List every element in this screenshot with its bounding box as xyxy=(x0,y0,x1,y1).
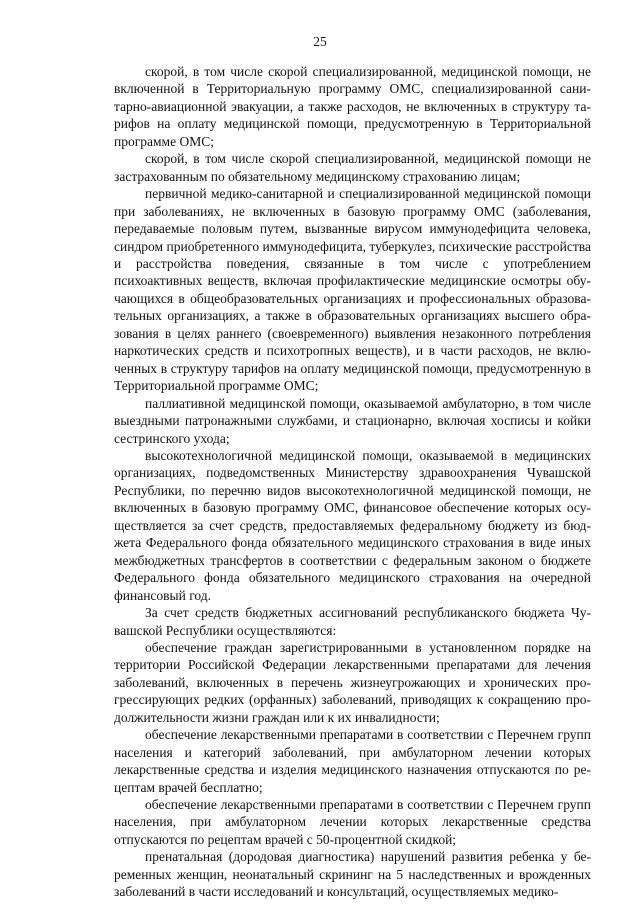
paragraph: пренатальная (дородовая диагностика) нарушений развития ребенка у беременных женщин, неонатальный скрининг на 5 наследственных и врожденных заболеваний в части исследований и консультаций, осуществляемых медико- xyxy=(114,849,591,900)
paragraph: первичной медико-санитарной и специализированной медицинской помощи при заболеваниях, не включенных в базовую программу ОМС (заболевания, передаваемые половым путем, вызванные вирусом иммунодефицита человека, синдром приобретенного иммунодефицита, туберкулез, психические расстройства и расстройства поведения, связанные в том числе с употреблением психоактивных веществ, включая профилактические медицинские осмотры обучающихся в общеобразовательных организациях и профессиональных образовательных организациях, а также в образовательных организациях высшего образования в целях раннего (своевременного) выявления незаконного потребления наркотических средств и психотропных веществ), и в части расходов, не включенных в структуру тарифов на оплату медицинской помощи, предусмотренную в Территориальной программе ОМС; xyxy=(114,186,591,394)
paragraph: скорой, в том числе скорой специализированной, медицинской помощи, не включенной в Территориальную программу ОМС, специализированной санитарно-авиационной эвакуации, а также расходов, не включенных в структуру тарифов на оплату медицинской помощи, предусмотренную в Территориальной программе ОМС; xyxy=(114,64,591,149)
body-text xyxy=(114,63,591,901)
paragraph: обеспечение лекарственными препаратами в соответствии с Перечнем групп населения, при амбулаторном лечении которых лекарственные средства отпускаются по рецептам врачей с 50-процентной скидкой; xyxy=(114,797,591,847)
paragraph: скорой, в том числе скорой специализированной, медицинской помощи не застрахованным по обязательному медицинскому страхованию лицам; xyxy=(114,151,591,184)
paragraph: За счет средств бюджетных ассигнований республиканского бюджета Чувашской Республики осуществляются: xyxy=(114,605,591,638)
page-number: 25 xyxy=(313,34,327,49)
paragraph: обеспечение граждан зарегистрированными в установленном порядке на территории Российской Федерации лекарственными препаратами для лечения заболеваний, включенных в перечень жизнеугрожающих и хронических прогрессирующих редких (орфанных) заболеваний, приводящих к сокращению продолжительности жизни граждан или к их инвалидности; xyxy=(114,639,591,725)
paragraph: паллиативной медицинской помощи, оказываемой амбулаторно, в том числе выездными патронажными службами, и стационарно, включая хосписы и койки сестринского ухода; xyxy=(114,395,591,446)
paragraph: высокотехнологичной медицинской помощи, оказываемой в медицинских организациях, подведомственных Министерству здравоохранения Чувашской Республики, по перечню видов высокотехнологичной медицинской помощи, не включенных в базовую программу ОМС, финансовое обеспечение которых осуществляется за счет средств, предоставляемых федеральному бюджету из бюджета Федерального фонда обязательного медицинского страхования в виде иных межбюджетных трансфертов в соответствии с федеральным законом о бюджете Федерального фонда обязательного медицинского страхования на очередной финансовый год. xyxy=(114,447,591,603)
paragraph: обеспечение лекарственными препаратами в соответствии с Перечнем групп населения и категорий заболеваний, при амбулаторном лечении которых лекарственные средства и изделия медицинского назначения отпускаются по рецептам врачей бесплатно; xyxy=(114,727,591,795)
